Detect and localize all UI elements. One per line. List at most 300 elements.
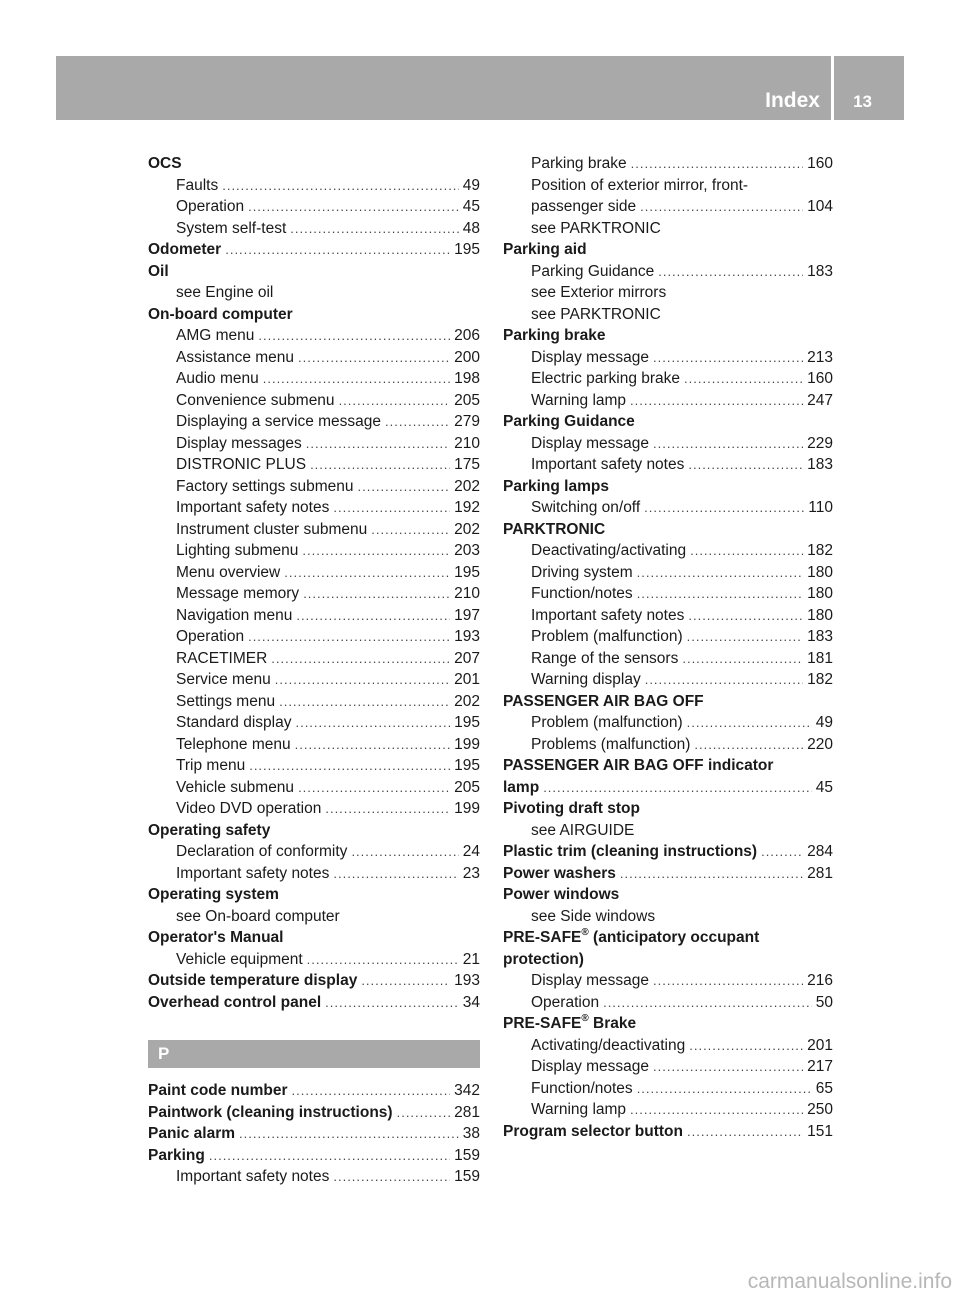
page-ref: 281	[807, 864, 833, 882]
dot-leader	[271, 648, 450, 670]
entry-text: Operator's Manual	[148, 929, 284, 946]
page-ref: 203	[454, 542, 480, 559]
index-entry	[148, 992, 480, 1014]
index-subentry	[503, 153, 833, 175]
dot-leader	[658, 261, 803, 283]
dot-leader	[397, 1102, 451, 1124]
page-ref: 202	[454, 520, 480, 538]
index-subentry	[503, 820, 833, 842]
entry-text: Display message	[531, 348, 650, 366]
dot-leader	[603, 992, 812, 1014]
dot-leader	[295, 712, 450, 734]
dot-leader	[361, 970, 450, 992]
index-subentry	[503, 218, 833, 240]
entry-text: Assistance menu	[176, 348, 295, 366]
page-ref: 195	[454, 757, 480, 774]
page-ref: 281	[454, 1103, 480, 1121]
page-ref: 198	[454, 370, 480, 387]
index-subentry	[148, 669, 480, 691]
index-heading	[503, 239, 833, 261]
page-ref: 217	[807, 1058, 833, 1075]
index-subentry	[148, 949, 480, 971]
dot-leader	[631, 153, 803, 175]
page-ref: 180	[807, 563, 833, 581]
page-ref: 160	[807, 370, 833, 387]
index-entry	[148, 239, 480, 261]
entry-text: Faults	[176, 176, 219, 194]
index-subentry	[148, 798, 480, 820]
page-ref: 159	[454, 1168, 480, 1185]
entry-text: Operation	[176, 628, 245, 645]
entry-text: Parking brake	[503, 327, 606, 344]
index-subentry	[503, 196, 833, 218]
dot-leader	[357, 476, 450, 498]
entry-text: Parking aid	[503, 241, 587, 258]
dot-leader	[209, 1145, 450, 1167]
page-ref: 199	[454, 800, 480, 817]
entry-text: see On-board computer	[176, 907, 340, 925]
entry-text: Problems (malfunction)	[531, 735, 691, 753]
entry-text: Video DVD operation	[176, 800, 322, 817]
entry-text: Display message	[531, 434, 650, 452]
dot-leader	[333, 863, 458, 885]
entry-text: Factory settings submenu	[176, 477, 354, 495]
entry-text: Trip menu	[176, 757, 246, 774]
section-letter-heading: P	[148, 1040, 480, 1068]
page-ref: 210	[454, 434, 480, 452]
page-ref: 213	[807, 348, 833, 366]
entry-text: Plastic trim (cleaning instructions)	[503, 843, 758, 860]
page-ref: 279	[454, 413, 480, 430]
entry-text: Overhead control panel	[148, 993, 322, 1011]
entry-text: Important safety notes	[176, 864, 330, 882]
page-number: 13	[853, 92, 872, 111]
index-entry	[148, 1102, 480, 1124]
page-ref: 201	[807, 1036, 833, 1054]
index-subentry	[503, 992, 833, 1014]
page-ref: 195	[454, 714, 480, 731]
entry-text: Important safety notes	[531, 456, 685, 473]
entry-text: Switching on/off	[531, 499, 641, 516]
entry-text: Menu overview	[176, 563, 281, 581]
entry-text: Service menu	[176, 671, 271, 688]
index-subentry	[503, 433, 833, 455]
dot-leader	[653, 347, 803, 369]
index-heading	[148, 927, 480, 949]
index-subentry	[148, 519, 480, 541]
index-subentry	[503, 1099, 833, 1121]
dot-leader	[307, 949, 459, 971]
page-ref: 181	[807, 649, 833, 667]
dot-leader	[694, 734, 803, 756]
index-subentry	[503, 175, 833, 197]
page-ref: 65	[815, 1079, 833, 1097]
entry-text: OCS	[148, 155, 182, 172]
index-entry	[148, 1080, 480, 1102]
index-heading	[503, 884, 833, 906]
page-ref: 110	[808, 499, 833, 516]
entry-text: Program selector button	[503, 1122, 683, 1140]
dot-leader	[688, 454, 803, 476]
entry-text: Outside temperature display	[148, 972, 358, 989]
dot-leader	[292, 1080, 451, 1102]
index-subentry	[148, 863, 480, 885]
entry-text: Declaration of conformity	[176, 843, 348, 860]
index-subentry	[148, 390, 480, 412]
page-ref: 50	[815, 993, 833, 1011]
header-divider	[831, 56, 834, 120]
entry-text: RACETIMER	[176, 649, 268, 667]
entry-text: Navigation menu	[176, 606, 293, 624]
dot-leader	[248, 196, 459, 218]
page-ref: 183	[807, 456, 833, 473]
page-ref: 183	[807, 628, 833, 645]
dot-leader	[222, 175, 459, 197]
index-subentry	[503, 390, 833, 412]
entry-text: Operating safety	[148, 821, 271, 839]
entry-text: protection)	[503, 950, 584, 968]
entry-text: Display message	[531, 1058, 650, 1075]
entry-text: Function/notes	[531, 1079, 633, 1097]
page-ref: 201	[454, 671, 480, 688]
index-subentry	[148, 497, 480, 519]
index-heading	[503, 1013, 833, 1035]
page-ref: 159	[454, 1146, 480, 1164]
entry-text: Convenience submenu	[176, 391, 335, 409]
dot-leader	[653, 433, 803, 455]
page-ref: 197	[454, 606, 480, 624]
entry-text: Parking lamps	[503, 477, 609, 495]
dot-leader	[333, 497, 450, 519]
dot-leader	[310, 454, 450, 476]
index-subentry	[148, 476, 480, 498]
entry-text: Position of exterior mirror, front-	[531, 176, 749, 194]
index-subentry	[148, 454, 480, 476]
entry-text-rest: (anticipatory occupant	[588, 929, 760, 946]
index-subentry	[148, 540, 480, 562]
page-ref: 45	[815, 778, 833, 796]
entry-text: see PARKTRONIC	[531, 219, 661, 237]
index-subentry	[148, 583, 480, 605]
index-entry	[503, 1121, 833, 1143]
index-subentry	[503, 497, 833, 519]
dot-leader	[690, 540, 803, 562]
index-subentry	[148, 626, 480, 648]
index-list-p	[503, 153, 833, 1142]
index-entry	[503, 777, 833, 799]
page-ref: 206	[454, 327, 480, 344]
index-subentry	[503, 368, 833, 390]
page-ref: 182	[807, 671, 833, 688]
index-heading	[503, 519, 833, 541]
dot-leader	[275, 669, 450, 691]
page-ref: 38	[462, 1125, 480, 1142]
index-subentry	[503, 261, 833, 283]
index-subentry	[503, 669, 833, 691]
index-heading	[503, 927, 833, 949]
dot-leader	[637, 562, 803, 584]
index-subentry	[148, 605, 480, 627]
entry-text: Deactivating/activating	[531, 542, 687, 559]
entry-text: Paintwork (cleaning instructions)	[148, 1103, 393, 1121]
page-ref: 220	[807, 735, 833, 753]
index-subentry	[148, 648, 480, 670]
index-heading	[503, 476, 833, 498]
index-heading	[503, 755, 833, 777]
watermark: carmanualsonline.info	[747, 1270, 952, 1293]
entry-text-rest: Brake	[588, 1015, 637, 1032]
entry-text: Range of the sensors	[531, 649, 679, 667]
index-subentry	[148, 196, 480, 218]
index-subentry	[148, 368, 480, 390]
page-ref: 49	[462, 176, 480, 194]
index-subentry	[503, 454, 833, 476]
page-ref: 247	[807, 391, 833, 409]
entry-text: passenger side	[531, 198, 637, 215]
entry-text: On-board computer	[148, 305, 293, 323]
entry-text: Display messages	[176, 434, 302, 452]
page-ref: 199	[454, 735, 480, 753]
entry-text: Panic alarm	[148, 1125, 236, 1142]
dot-leader	[385, 411, 450, 433]
dot-leader	[688, 605, 803, 627]
dot-leader	[296, 605, 450, 627]
entry-text: see AIRGUIDE	[531, 821, 635, 839]
entry-text: Problem (malfunction)	[531, 628, 683, 645]
page-ref: 24	[462, 843, 480, 860]
dot-leader	[279, 691, 450, 713]
index-subentry	[148, 562, 480, 584]
entry-text: Important safety notes	[176, 1168, 330, 1185]
dot-leader	[239, 1123, 459, 1145]
dot-leader	[298, 777, 450, 799]
index-subentry	[148, 325, 480, 347]
entry-text: DISTRONIC PLUS	[176, 456, 307, 473]
page-ref: 175	[454, 456, 480, 473]
dot-leader	[761, 841, 803, 863]
page-ref: 49	[815, 714, 833, 731]
entry-text: Message memory	[176, 585, 300, 602]
index-subentry	[503, 1056, 833, 1078]
page-ref: 200	[454, 348, 480, 366]
page-ref: 195	[454, 563, 480, 581]
page-ref: 202	[454, 477, 480, 495]
index-subentry	[148, 282, 480, 304]
entry-text: see Side windows	[531, 907, 656, 925]
dot-leader	[225, 239, 450, 261]
dot-leader	[640, 196, 803, 218]
entry-text: Power washers	[503, 864, 616, 882]
dot-leader	[645, 669, 803, 691]
entry-text: AMG menu	[176, 327, 255, 344]
page-ref: 205	[454, 778, 480, 796]
dot-leader	[687, 712, 812, 734]
dot-leader	[687, 626, 804, 648]
registered-mark: ®	[581, 926, 589, 938]
entry-text: Audio menu	[176, 370, 259, 387]
dot-leader	[298, 347, 450, 369]
index-subentry	[503, 648, 833, 670]
index-subentry	[148, 218, 480, 240]
entry-text: lamp	[503, 778, 540, 796]
index-subentry	[148, 777, 480, 799]
page-ref: 216	[807, 972, 833, 989]
dot-leader	[303, 583, 450, 605]
entry-text: PRE-SAFE	[503, 1015, 582, 1032]
page-ref: 210	[454, 585, 480, 602]
index-entry	[148, 970, 480, 992]
entry-text: Problem (malfunction)	[531, 714, 683, 731]
index-subentry	[503, 583, 833, 605]
page-ref: 342	[454, 1082, 480, 1099]
entry-text: Important safety notes	[531, 606, 685, 624]
page-ref: 23	[462, 864, 480, 882]
index-entry	[503, 863, 833, 885]
index-heading	[503, 949, 833, 971]
dot-leader	[325, 992, 459, 1014]
entry-text: Warning lamp	[531, 1101, 627, 1118]
entry-text: Standard display	[176, 714, 292, 731]
dot-leader	[325, 798, 450, 820]
entry-text: Operating system	[148, 886, 279, 903]
page-ref: 250	[807, 1101, 833, 1118]
index-subentry	[503, 304, 833, 326]
page-ref: 192	[454, 499, 480, 516]
dot-leader	[302, 540, 450, 562]
index-heading	[148, 304, 480, 326]
entry-text: PRE-SAFE	[503, 929, 582, 946]
dot-leader	[351, 841, 458, 863]
entry-text: see PARKTRONIC	[531, 305, 661, 323]
index-column-left	[148, 153, 480, 1188]
dot-leader	[248, 626, 450, 648]
entry-text: Display message	[531, 972, 650, 989]
entry-text: Vehicle submenu	[176, 778, 295, 796]
dot-leader	[249, 755, 450, 777]
dot-leader	[306, 433, 450, 455]
index-subentry	[148, 175, 480, 197]
index-heading	[503, 691, 833, 713]
index-subentry	[503, 562, 833, 584]
entry-text: Important safety notes	[176, 499, 330, 516]
index-list-o	[148, 153, 480, 1013]
entry-text: Displaying a service message	[176, 413, 382, 430]
entry-text: Instrument cluster submenu	[176, 520, 368, 538]
entry-text: Operation	[176, 198, 245, 215]
entry-text: Paint code number	[148, 1082, 288, 1099]
dot-leader	[339, 390, 451, 412]
index-subentry	[148, 734, 480, 756]
dot-leader	[263, 368, 450, 390]
page-ref: 180	[807, 606, 833, 624]
entry-text: Settings menu	[176, 692, 276, 710]
page-ref: 48	[462, 219, 480, 237]
dot-leader	[637, 1078, 812, 1100]
index-entry	[148, 1145, 480, 1167]
page-header	[56, 56, 904, 120]
page-ref: 160	[807, 155, 833, 172]
page-ref: 284	[807, 843, 833, 860]
page-ref: 21	[462, 950, 480, 968]
index-heading	[148, 153, 480, 175]
section-title: Index	[765, 89, 820, 112]
entry-text: Lighting submenu	[176, 542, 299, 559]
dot-leader	[371, 519, 450, 541]
page-ref: 180	[807, 585, 833, 602]
dot-leader	[284, 562, 450, 584]
page-ref: 207	[454, 649, 480, 667]
page-ref: 182	[807, 542, 833, 559]
entry-text: Parking	[148, 1146, 205, 1164]
entry-text: Operation	[531, 993, 600, 1011]
index-subentry	[148, 755, 480, 777]
page-ref: 151	[807, 1122, 833, 1140]
entry-text: PASSENGER AIR BAG OFF indicator	[503, 757, 774, 774]
dot-leader	[684, 368, 803, 390]
entry-text: Odometer	[148, 241, 222, 258]
index-subentry	[503, 1035, 833, 1057]
dot-leader	[682, 648, 803, 670]
entry-text: Parking Guidance	[503, 413, 635, 430]
index-subentry	[148, 712, 480, 734]
index-subentry	[148, 1166, 480, 1188]
page-ref: 202	[454, 692, 480, 710]
index-column-right	[503, 153, 833, 1142]
dot-leader	[689, 1035, 803, 1057]
entry-text: PASSENGER AIR BAG OFF	[503, 692, 704, 710]
entry-text: see Exterior mirrors	[531, 284, 667, 301]
entry-text: PARKTRONIC	[503, 520, 606, 538]
entry-text: Parking brake	[531, 155, 627, 172]
page-ref: 34	[462, 993, 480, 1011]
index-subentry	[148, 347, 480, 369]
dot-leader	[258, 325, 450, 347]
dot-leader	[290, 218, 459, 240]
dot-leader	[630, 1099, 803, 1121]
index-subentry	[503, 712, 833, 734]
dot-leader	[543, 777, 812, 799]
entry-text: Warning lamp	[531, 391, 627, 409]
entry-text: Vehicle equipment	[176, 950, 303, 968]
page-ref: 104	[807, 198, 833, 215]
page-ref: 193	[454, 628, 480, 645]
entry-text: Power windows	[503, 886, 620, 903]
entry-text: see Engine oil	[176, 284, 274, 301]
index-list-p-start	[148, 1080, 480, 1188]
page-ref: 45	[462, 198, 480, 215]
dot-leader	[295, 734, 451, 756]
index-subentry	[503, 605, 833, 627]
index-subentry	[503, 906, 833, 928]
index-entry	[148, 1123, 480, 1145]
index-heading	[148, 261, 480, 283]
dot-leader	[630, 390, 803, 412]
page-ref: 183	[807, 262, 833, 280]
entry-text: Oil	[148, 262, 169, 280]
entry-text: Activating/deactivating	[531, 1036, 686, 1054]
index-subentry	[503, 734, 833, 756]
index-subentry	[503, 282, 833, 304]
index-heading	[148, 820, 480, 842]
entry-text: Warning display	[531, 671, 641, 688]
index-heading	[503, 798, 833, 820]
index-subentry	[503, 970, 833, 992]
dot-leader	[653, 1056, 803, 1078]
dot-leader	[644, 497, 804, 519]
index-entry	[503, 841, 833, 863]
page-ref: 193	[454, 972, 480, 989]
dot-leader	[620, 863, 803, 885]
